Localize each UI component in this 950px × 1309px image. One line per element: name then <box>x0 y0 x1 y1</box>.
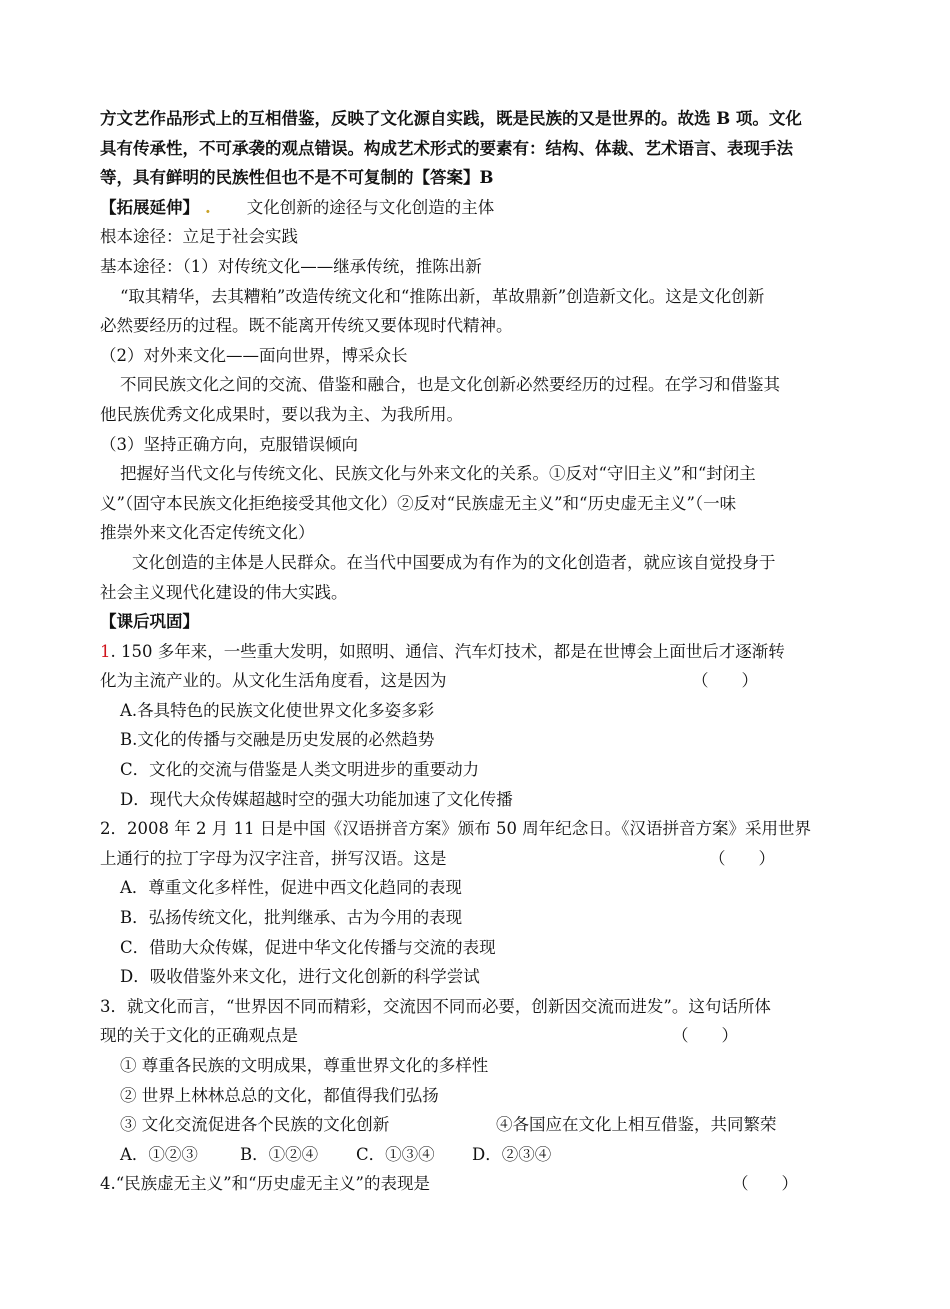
answer-blank: （ ） <box>709 848 775 868</box>
choice-line <box>100 1140 860 1170</box>
extension-section <box>100 193 860 607</box>
paragraph-3a: 把握好当代文化与传统文化、民族文化与外来文化的关系。①反对“守旧主义”和“封闭主 <box>120 464 756 484</box>
option-a: A.各具特色的民族文化使世界文化多姿多彩 <box>120 700 435 720</box>
review-heading: 【课后巩固】 <box>100 612 199 632</box>
paragraph-4b: 社会主义现代化建设的伟大实践。 <box>100 582 348 602</box>
answer-blank: （ ） <box>672 1026 738 1046</box>
extension-title: 文化创新的途径与文化创造的主体 <box>246 197 495 217</box>
review-section <box>100 607 860 1199</box>
question-2-line-2: 上通行的拉丁字母为汉字注音，拼写汉语。这是 （ ） <box>100 844 860 874</box>
choice-d: D．②③④ <box>472 1144 552 1164</box>
option-d: D．吸收借鉴外来文化，进行文化创新的科学尝试 <box>120 967 480 987</box>
extension-heading-line <box>100 193 860 223</box>
answer-line-3: 等，具有鲜明的民族性但也不是不可复制的【答案】B <box>100 168 494 188</box>
extension-heading: 【拓展延伸】 <box>100 197 199 217</box>
question-2 <box>100 814 860 992</box>
answer-line-2: 具有传承性，不可承袭的观点错误。构成艺术形式的要素有：结构、体裁、艺术语言、表现手法 <box>100 138 793 158</box>
paragraph-3c: 推崇外来文化否定传统文化） <box>100 523 315 543</box>
question-2-line-1: 2．2008 年 2 月 11 日是中国《汉语拼音方案》颁布 50 周年纪念日。《汉语拼音方案》采用世界 <box>100 819 811 839</box>
option-b: B.文化的传播与交融是历史发展的必然趋势 <box>120 730 435 750</box>
statement-1: ① 尊重各民族的文明成果，尊重世界文化的多样性 <box>120 1056 489 1075</box>
statement-2: ② 世界上林林总总的文化，都值得我们弘扬 <box>120 1085 439 1105</box>
subsection-2: （2）对外来文化——面向世界，博采众长 <box>100 345 408 365</box>
statement-4: ④各国应在文化上相互借鉴，共同繁荣 <box>496 1115 777 1135</box>
statement-3: ③ 文化交流促进各个民族的文化创新 <box>120 1115 390 1135</box>
option-c: C．文化的交流与借鉴是人类文明进步的重要动力 <box>120 760 480 780</box>
document-page <box>100 104 860 1199</box>
question-3 <box>100 992 860 1170</box>
option-c: C．借助大众传媒，促进中华文化传播与交流的表现 <box>120 937 496 957</box>
answer-blank: （ ） <box>692 671 758 691</box>
question-1 <box>100 637 860 815</box>
answer-blank: （ ） <box>732 1174 798 1194</box>
paragraph-1b: 必然要经历的过程。既不能离开传统又要体现时代精神。 <box>100 316 513 336</box>
question-1-line-2: 化为主流产业的。从文化生活角度看，这是因为 （ ） <box>100 666 860 696</box>
answer-explanation <box>100 104 860 193</box>
dot-mark: . <box>205 197 211 217</box>
paragraph-2a: 不同民族文化之间的交流、借鉴和融合，也是文化创新必然要经历的过程。在学习和借鉴其 <box>120 375 780 395</box>
answer-line-1: 方文艺作品形式上的互相借鉴，反映了文化源自实践，既是民族的又是世界的。故选 B 项。文化 <box>100 109 802 128</box>
option-d: D．现代大众传媒超越时空的强大功能加速了文化传播 <box>120 789 513 809</box>
subsection-3: （3）坚持正确方向，克服错误倾向 <box>100 434 358 454</box>
question-1-number: 1 <box>100 641 111 661</box>
question-4 <box>100 1169 860 1199</box>
statement-3-4-line <box>100 1110 860 1140</box>
option-a: A．尊重文化多样性，促进中西文化趋同的表现 <box>120 878 462 898</box>
question-1-line-1: 1. 150 多年来，一些重大发明，如照明、通信、汽车灯技术，都是在世博会上面世后才逐渐转 <box>100 641 785 661</box>
root-path: 根本途径：立足于社会实践 <box>100 227 298 247</box>
question-3-line-2: 现的关于文化的正确观点是 （ ） <box>100 1021 860 1051</box>
paragraph-3b: 义”（固守本民族文化拒绝接受其他文化）②反对“民族虚无主义”和“历史虚无主义”（一味 <box>100 493 737 513</box>
paragraph-4a: 文化创造的主体是人民群众。在当代中国要成为有作为的文化创造者，就应该自觉投身于 <box>132 552 776 572</box>
choice-c: C．①③④ <box>356 1144 435 1164</box>
question-4-line-1: 4.“民族虚无主义”和“历史虚无主义”的表现是 （ ） <box>100 1169 860 1199</box>
option-b: B．弘扬传统文化，批判继承、古为今用的表现 <box>120 908 463 928</box>
question-3-line-1: 3．就文化而言，“世界因不同而精彩，交流因不同而必要，创新因交流而进发”。这句话所体 <box>100 996 771 1016</box>
choice-b: B．①②④ <box>240 1144 319 1164</box>
paragraph-1a: “取其精华，去其糟粕”改造传统文化和“推陈出新，革故鼎新”创造新文化。这是文化创新 <box>120 286 765 306</box>
basic-path: 基本途径：（1）对传统文化——继承传统，推陈出新 <box>100 256 482 276</box>
paragraph-2b: 他民族优秀文化成果时，要以我为主、为我所用。 <box>100 404 463 424</box>
choice-a: A．①②③ <box>120 1144 198 1164</box>
